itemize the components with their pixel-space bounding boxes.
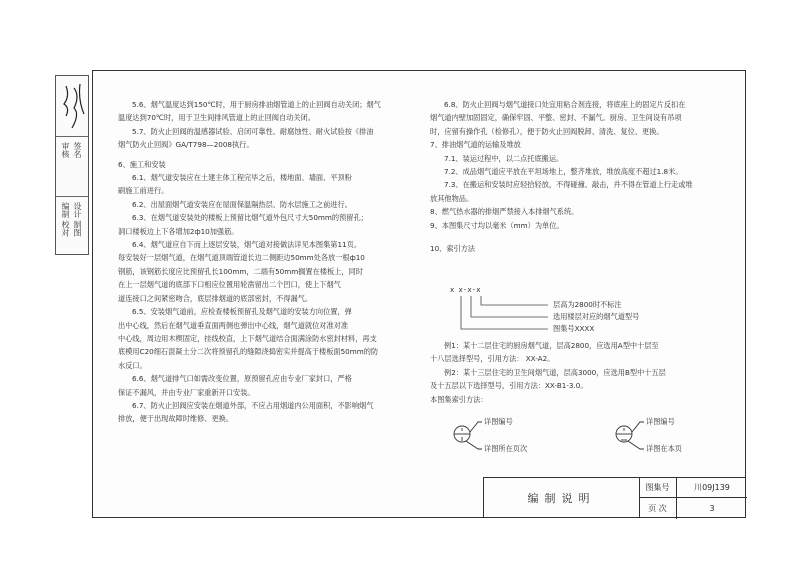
para-9: 9、本图集尺寸均以毫米（mm）为单位。 [430, 220, 564, 230]
para-7-2: 7.2、成品烟气道应平放在平坦场地上，整齐堆放，堆放高度不超过1.8米。 [444, 167, 683, 177]
para-6-4-cont2: 钢筋，该钢筋长度应比预留孔长100mm，二端有50mm搁置在楼板上，同时 [118, 266, 363, 276]
example-2: 例2：某十三层住宅的卫生间烟气道，层高3000，应选用B型中十五层 [444, 367, 666, 377]
symbol2-label-bottom: 详图在本页 [646, 444, 682, 453]
para-6-5: 6.5、安装烟气道前，应检查楼板预留孔及烟气道的安装方向位置，弹 [132, 307, 352, 317]
atlas-number-value: 川09J139 [677, 478, 747, 498]
para-5-7-cont: 烟气防火止回阀》GA/T798—2008执行。 [118, 140, 254, 150]
example-2-cont: 及十五层以下选择型号，引用方法：XX-B1-3.0。 [430, 381, 588, 391]
para-6-4: 6.4、烟气道应自下而上逐层安装，烟气道对接做法详见本图集第11页。 [132, 240, 362, 250]
para-6-4-cont4: 道连接口之间紧密吻合，底层排烟道的底部密封，不得漏气。 [118, 293, 313, 303]
para-7-3: 7.3、在搬运和安装时应轻拾轻放，不得碰撞、敲击，并不得在管道上行走或堆 [444, 180, 693, 190]
para-6-7: 6.7、防火止回阀应安装在烟道外部，不应占用烟道内公用面积，不影响烟气 [132, 400, 374, 410]
index-annotation-2: 选用楼层对应的烟气道型号 [553, 312, 640, 321]
index-annotation-3: 图集号XXXX [553, 324, 595, 333]
para-6-6: 6.6、烟气道排气口如需改变位置，原预留孔应由专业厂家封口，严格 [132, 374, 352, 384]
strip-label-1: 审核 [61, 142, 70, 158]
atlas-number-label: 图集号 [639, 478, 677, 498]
para-6-4-cont3: 在上一层烟气道的底部下口相应位置用轮凿留出二个凹口，使上下烟气 [118, 280, 341, 290]
strip-label-2: 签名 [73, 142, 82, 158]
strip-label-3: 编制 校对 [61, 202, 70, 237]
para-8: 8、燃气热水器的排烟严禁接入本排烟气系统。 [430, 207, 579, 217]
example-1-cont: 十八层选择型号，引用方法： XX-A2。 [430, 354, 555, 364]
para-5-7: 5.7、防火止回阀的温感器试验、启闭可靠性、耐腐蚀性、耐火试验按《排油 [132, 126, 374, 136]
symbol2-label-top: 详图编号 [646, 417, 675, 426]
para-6-7-cont: 排放，便于出现故障时维修、更换。 [118, 414, 234, 424]
para-5-6: 5.6、烟气温度达到150℃时，用于厨房排油烟管道上的止回阀自动关闭；烟气 [132, 100, 381, 109]
para-6-8-cont2: 时，应留有操作孔（检修孔），便于防火止回阀脱卸、清洗、复位、更换。 [430, 126, 664, 136]
para-7-1: 7.1、装运过程中，以二点托底搬运。 [444, 153, 564, 163]
para-6-3-cont: 洞口楼板边上下各增加2ф10加强筋。 [118, 226, 239, 236]
heading-6: 6、施工和安装 [118, 159, 166, 169]
para-6-8-cont1: 烟气道内壁加固固定，确保牢固、平整、密封、不漏气。厨房、卫生间设有吊项 [430, 113, 682, 123]
index-annotation-1: 层高为2800时不标注 [553, 300, 622, 309]
para-6-1: 6.1、烟气道安装应在土建主体工程完毕之后，楼地面、墙面、平顶粉 [132, 173, 352, 183]
para-6-4-cont1: 每安装好一层烟气道，在烟气道顶端管道长边二侧距边50mm处各放一根ф10 [118, 253, 365, 263]
para-6-1-cont: 刷施工前进行。 [118, 186, 169, 196]
para-6-5-cont3: 底模用C20细石混凝土分二次将预留孔的缝隙浇捣密实并提高于楼板面50mm的防 [118, 347, 379, 357]
para-6-5-cont1: 出中心线，然后在烟气道垂直面两侧也弹出中心线，烟气道就位对准对准 [118, 320, 349, 330]
symbol1-label-top: 详图编号 [484, 417, 513, 426]
drawing-title: 编制说明 [484, 478, 640, 518]
para-6-6-cont: 保证不漏风，并由专业厂家重新开口安装。 [118, 387, 255, 397]
heading-7: 7、排油烟气道的运输及堆放 [430, 140, 521, 150]
symbol1-label-bottom: 详图所在页次 [484, 444, 528, 453]
title-block [483, 477, 746, 518]
para-5-6-cont: 温度达到70℃时，用于卫生间排风管道上的止回阀自动关闭。 [118, 113, 315, 123]
example-1: 例1：某十二层住宅的厨房烟气道，层高2800，应选用A型中十层至 [444, 341, 659, 350]
page-number-label: 页 次 [639, 498, 677, 519]
heading-10: 10、索引方法 [430, 244, 476, 254]
index-method-title: 本图集索引方法： [430, 394, 488, 404]
index-code: x x-x-x [450, 285, 482, 294]
para-7-3-cont: 放其他物品。 [430, 193, 474, 203]
para-6-3: 6.3、在烟气道安装处的楼板上预留比烟气道外包尺寸大50mm的预留孔； [132, 213, 368, 223]
para-6-5-cont4: 水反口。 [118, 360, 147, 370]
strip-label-4: 设计 制图 [73, 202, 82, 237]
para-6-8: 6.8、防火止回阀与烟气道接口处宜用粘合剂连接，将底座上的固定片反扣在 [444, 100, 686, 109]
page-number-value: 3 [709, 504, 715, 513]
para-6-2: 6.2、出屋面烟气道安装应在屋面保温隔热层、防水层施工之前进行。 [132, 199, 352, 209]
para-6-5-cont2: 中心线，周边用木楔固定，挂线校直，上下烟气道结合面满涂防水密封材料，再支 [118, 333, 377, 343]
